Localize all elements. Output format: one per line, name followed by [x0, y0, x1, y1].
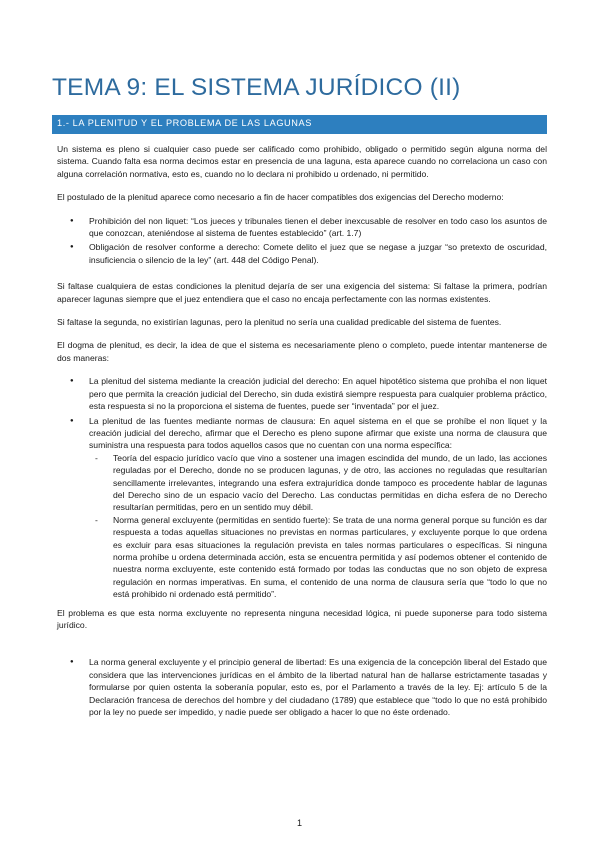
paragraph: El problema es que esta norma excluyente no representa ninguna necesidad lógica, ni puede suponerse para todo sistema jurídico. [57, 607, 547, 630]
paragraph: Si faltase cualquiera de estas condiciones la plenitud dejaría de ser una exigencia del sistema: Si faltase la primera, podrían aparecer lagunas siempre que el juez entendiera que el caso no encaja perfectamente con las normas existentes. [57, 281, 547, 304]
bullet-list [57, 375, 547, 600]
sub-list [89, 452, 547, 601]
sub-list-item: - Teoría del espacio jurídico vacío que vino a sostener una imagen escindida del mundo, de un lado, las acciones reguladas por el Derecho, donde no se producen lagunas, y de otro, las acciones no reguladas que resultarían sencillamente irrelevantes, integrando una esfera extrajurídica donde tampoco es procedente hablar de lagunas del Derecho sino de un espacio vacío del Derecho. Las conductas permitidas en dicha esfera de no Derecho resultarían permitidas, pero en un sentido muy débil. [87, 452, 547, 514]
section-heading-bar [52, 115, 547, 134]
sub-list-item: - Norma general excluyente (permitidas en sentido fuerte): Se trata de una norma general porque su función es dar respuesta a todas aquellas situaciones no previstas en normas particulares, y excluyente porque lo que ordena es excluir para esas situaciones la regulación prevista en tales normas particulares o específicas. Si ninguna norma prohíbe u ordena determinada acción, esta se encuentra permitida y así podemos obtener el contenido de nuestra norma excluyente, este contenido está formado por todas las conductas que no son objeto de expresa regulación en normas imperativas. En suma, el contenido de una norma de clausura sería que “todo lo que no está prohibido ni ordenado está permitido”. [87, 514, 547, 601]
paragraph: Un sistema es pleno si cualquier caso puede ser calificado como prohibido, obligado o permitido según alguna norma del sistema. Cuando falta esa norma decimos estar en presencia de una laguna, esta aparece cuando no correlaciona un caso con alguna correlación normativa, esto es, cuando no lo declara ni prohibido u ordenado, ni permitido. [57, 144, 547, 179]
section-heading: 1.- LA PLENITUD Y EL PROBLEMA DE LAS LAGUNAS [57, 118, 312, 128]
paragraph: Si faltase la segunda, no existirían lagunas, pero la plenitud no sería una cualidad predicable del sistema de fuentes. [57, 317, 502, 328]
document-body [57, 143, 547, 724]
list-item: ● Obligación de resolver conforme a derecho: Comete delito el juez que se negase a juzgar “so pretexto de oscuridad, insuficiencia o silencio de la ley” (art. 448 del Código Penal). [57, 241, 547, 266]
page-number: 1 [296, 818, 302, 828]
list-item: ● Prohibición del non liquet: “Los jueces y tribunales tienen el deber inexcusable de resolver en todo caso los asuntos de que conozcan, ateniéndose al sistema de fuentes establecido” (art. 1.7) [57, 215, 547, 240]
list-item [57, 415, 547, 601]
bullet-list [57, 215, 547, 267]
list-item: ● La plenitud del sistema mediante la creación judicial del derecho: En aquel hipotético sistema que prohíba el non liquet pero que permita la creación judicial del Derecho, sin duda existirá siempre respuesta para cualquier problema práctico, esta respuesta si no la proporciona el sistema de fuentes, puede ser “inventada” por el juez. [57, 375, 547, 412]
list-item: ● La norma general excluyente y el principio general de libertad: Es una exigencia de la concepción liberal del Estado que considera que las intervenciones jurídicas en el ámbito de la libertad natural han de hallarse estrictamente tasadas y formularse por quien ostenta la soberanía popular, esto es, por el Parlamento a través de la ley. Ej: artículo 5 de la Declaración francesa de derechos del hombre y del ciudadano (1789) que establece que “todo lo que no está prohibido por la ley no puede ser impedido, y nadie puede ser obligado a hacer lo que no éste ordenado. [57, 656, 547, 718]
paragraph: El dogma de plenitud, es decir, la idea de que el sistema es necesariamente pleno o completo, puede intentar mantenerse de dos maneras: [57, 340, 547, 363]
paragraph: El postulado de la plenitud aparece como necesario a fin de hacer compatibles dos exigencias del Derecho moderno: [57, 192, 504, 203]
list-item-text: La plenitud de las fuentes mediante normas de clausura: En aquel sistema en el que se prohíbe el non liquet y la creación judicial del derecho, afirmar que el Derecho es pleno supone afirmar que existe una norma de clausura que suministra una respuesta para todos aquellos casos que no cuentan con una norma específica: [89, 415, 547, 451]
bullet-list [57, 656, 547, 718]
page-title: TEMA 9: EL SISTEMA JURÍDICO (II) [52, 74, 461, 101]
